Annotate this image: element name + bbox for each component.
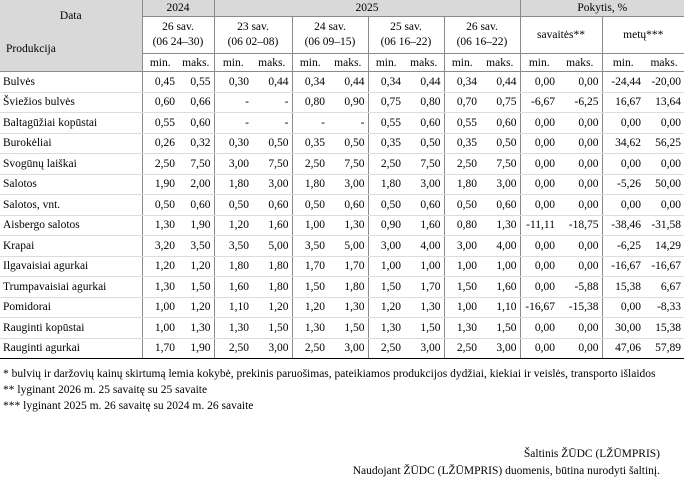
max-value: 1,30 [480,215,520,236]
max-value: 7,50 [404,154,444,175]
table-row [0,277,684,298]
table-row [0,195,684,216]
max-value: 0,00 [558,236,602,257]
min-value: 1,00 [444,256,480,277]
min-value: 1,30 [142,215,178,236]
max-value: -31,58 [644,215,684,236]
min-value: 1,20 [292,297,328,318]
period-header: 25 sav. (06 16–22) [368,17,444,54]
max-value: 5,00 [252,236,292,257]
max-value: 0,32 [178,133,214,154]
max-value: 3,00 [328,174,368,195]
max-value: 1,30 [178,318,214,339]
max-value: 0,44 [480,72,520,93]
product-name: Svogūnų laiškai [0,154,142,175]
table-body [0,72,684,359]
min-value: 0,00 [602,195,644,216]
max-value: 7,50 [328,154,368,175]
max-value: 1,50 [480,318,520,339]
max-value: 3,00 [328,338,368,359]
min-header: min. [520,54,558,72]
max-value: -16,67 [644,256,684,277]
max-value: -15,38 [558,297,602,318]
min-value: 1,60 [214,277,252,298]
product-name: Rauginti agurkai [0,338,142,359]
min-value: 2,50 [444,154,480,175]
max-value: 13,64 [644,92,684,113]
year-2025-header: 2025 [214,0,520,17]
min-value: 0,55 [368,113,404,134]
max-value: 0,00 [558,174,602,195]
product-name: Burokėliai [0,133,142,154]
data-label: Data [59,10,82,22]
max-value: 4,00 [480,236,520,257]
min-value: 0,00 [520,154,558,175]
min-value: 1,30 [368,318,404,339]
min-value: 0,00 [520,195,558,216]
min-value: 1,50 [292,277,328,298]
product-name: Rauginti kopūstai [0,318,142,339]
footnote: *** lyginant 2025 m. 26 savaitę su 2024 m. 26 savaite [3,400,254,412]
min-value: 1,20 [368,297,404,318]
max-value: 7,50 [178,154,214,175]
min-value: 1,00 [142,318,178,339]
max-header: maks. [252,54,292,72]
min-value: 1,10 [214,297,252,318]
min-value: 47,06 [602,338,644,359]
max-value: -8,33 [644,297,684,318]
max-value: 3,00 [404,174,444,195]
max-value: 0,60 [252,195,292,216]
max-value: 1,60 [252,215,292,236]
max-value: 0,50 [404,133,444,154]
min-header: min. [214,54,252,72]
min-value: 1,80 [292,174,328,195]
min-value: 0,00 [602,154,644,175]
footnote: ** lyginant 2026 m. 25 savaitę su 25 savaite [3,384,208,396]
max-value: 1,90 [178,338,214,359]
min-value: -6,25 [602,236,644,257]
max-value: 0,60 [328,195,368,216]
min-value: 0,35 [368,133,404,154]
max-value: - [252,113,292,134]
min-value: 0,34 [292,72,328,93]
period-header: 24 sav. (06 09–15) [292,17,368,54]
product-name: Aisbergo salotos [0,215,142,236]
product-name: Krapai [0,236,142,257]
min-header: min. [602,54,644,72]
min-value: 1,30 [214,318,252,339]
min-value: 0,55 [142,113,178,134]
product-name: Šviežios bulvės [0,92,142,113]
min-value: 0,00 [520,338,558,359]
table-row [0,92,684,113]
max-value: 1,50 [404,318,444,339]
min-value: -38,46 [602,215,644,236]
min-value: 0,80 [292,92,328,113]
footnote: * bulvių ir daržovių kainų skirtumą lemia kokybė, prekinis paruošimas, pateikiamos produkcijos dydžiai, kiekiai ir veislės, transporto išlaidos [3,368,656,380]
table-row [0,154,684,175]
min-value: 0,90 [368,215,404,236]
min-value: 3,00 [444,236,480,257]
min-value: 1,50 [368,277,404,298]
max-value: 1,50 [178,277,214,298]
min-value: -11,11 [520,215,558,236]
period-header: 23 sav. (06 02–08) [214,17,292,54]
max-value: 50,00 [644,174,684,195]
max-value: 0,90 [328,92,368,113]
max-value: 1,60 [480,277,520,298]
table-row [0,215,684,236]
max-value: 0,60 [480,113,520,134]
min-value: 0,00 [520,318,558,339]
min-value: 0,50 [142,195,178,216]
max-value: 1,70 [404,277,444,298]
min-value: 30,00 [602,318,644,339]
max-header: maks. [480,54,520,72]
min-value: 1,30 [444,318,480,339]
max-value: 1,20 [178,256,214,277]
year-2024-header: 2024 [142,0,214,17]
min-value: 0,00 [602,297,644,318]
max-value: 3,00 [252,338,292,359]
min-value: 0,00 [520,113,558,134]
max-value: -20,00 [644,72,684,93]
min-value: 0,30 [214,72,252,93]
product-name: Pomidorai [0,297,142,318]
min-header: min. [444,54,480,72]
max-header: maks. [404,54,444,72]
min-value: 0,34 [444,72,480,93]
max-value: - [328,113,368,134]
max-value: 1,20 [178,297,214,318]
min-value: 0,00 [520,72,558,93]
min-value: 15,38 [602,277,644,298]
max-value: 0,60 [404,113,444,134]
product-name: Trumpavaisiai agurkai [0,277,142,298]
max-value: 0,60 [404,195,444,216]
max-value: 0,50 [480,133,520,154]
product-name: Bulvės [0,72,142,93]
max-header: maks. [328,54,368,72]
product-name: Salotos, vnt. [0,195,142,216]
table-row [0,174,684,195]
min-value: 34,62 [602,133,644,154]
min-value: 1,20 [142,256,178,277]
max-value: 1,80 [328,277,368,298]
max-value: 3,00 [404,338,444,359]
min-value: 0,75 [368,92,404,113]
min-header: min. [142,54,178,72]
max-value: 0,55 [178,72,214,93]
max-value: 1,30 [328,215,368,236]
min-value: 3,50 [214,236,252,257]
min-value: 3,20 [142,236,178,257]
min-value: 1,30 [142,277,178,298]
min-value: 1,30 [292,318,328,339]
max-value: 0,00 [558,72,602,93]
max-value: -5,88 [558,277,602,298]
min-value: 2,50 [142,154,178,175]
min-value: 2,50 [444,338,480,359]
min-value: 1,70 [142,338,178,359]
min-value: 1,70 [292,256,328,277]
min-value: 3,00 [368,236,404,257]
min-value: 0,26 [142,133,178,154]
max-value: 3,00 [480,338,520,359]
max-value: 0,44 [404,72,444,93]
table-row [0,133,684,154]
min-value: - [292,113,328,134]
max-value: 3,50 [178,236,214,257]
max-value: 4,00 [404,236,444,257]
product-label: Produkcija [6,43,56,55]
max-value: 1,80 [252,277,292,298]
min-value: 0,80 [444,215,480,236]
min-value: 0,00 [520,174,558,195]
min-value: 1,00 [444,297,480,318]
header-corner [0,0,142,72]
table-row [0,236,684,257]
source-requirement: Naudojant ŽŪDC (LŽŪMPRIS) duomenis, būtina nurodyti šaltinį. [352,465,660,477]
min-value: -6,67 [520,92,558,113]
max-value: 0,50 [328,133,368,154]
min-value: - [214,92,252,113]
max-value: 2,00 [178,174,214,195]
min-value: 0,00 [520,256,558,277]
table-row [0,297,684,318]
max-value: 0,00 [558,256,602,277]
max-value: 0,50 [252,133,292,154]
period-header: 26 sav. (06 24–30) [142,17,214,54]
table-row [0,318,684,339]
max-value: 1,20 [252,297,292,318]
min-value: 2,50 [368,338,404,359]
min-value: 0,00 [602,113,644,134]
min-value: 2,50 [292,338,328,359]
product-name: Baltagūžiai kopūstai [0,113,142,134]
table-row [0,338,684,359]
min-value: 2,50 [368,154,404,175]
min-value: 0,50 [368,195,404,216]
max-header: maks. [558,54,602,72]
max-value: 0,75 [480,92,520,113]
min-value: 2,50 [214,338,252,359]
max-value: 0,00 [558,195,602,216]
min-value: 0,50 [292,195,328,216]
max-value: 1,10 [480,297,520,318]
max-value: 0,00 [644,195,684,216]
max-value: 0,66 [178,92,214,113]
max-header: maks. [644,54,684,72]
max-value: 57,89 [644,338,684,359]
max-value: 7,50 [480,154,520,175]
max-value: 6,67 [644,277,684,298]
max-value: 15,38 [644,318,684,339]
min-value: 0,45 [142,72,178,93]
max-value: 7,50 [252,154,292,175]
max-value: 0,00 [558,154,602,175]
min-value: 0,30 [214,133,252,154]
table-row [0,113,684,134]
max-value: 0,60 [178,113,214,134]
max-value: 1,50 [252,318,292,339]
min-value: 0,50 [214,195,252,216]
max-value: 0,60 [178,195,214,216]
min-value: 0,35 [444,133,480,154]
min-value: 0,55 [444,113,480,134]
max-value: 0,00 [644,154,684,175]
min-value: 0,34 [368,72,404,93]
min-value: 3,50 [292,236,328,257]
max-value: 1,00 [404,256,444,277]
min-value: 1,00 [368,256,404,277]
min-value: 0,00 [520,277,558,298]
product-name: Ilgavaisiai agurkai [0,256,142,277]
min-value: 1,50 [444,277,480,298]
change-header: Pokytis, % [520,0,684,17]
min-value: 0,00 [520,236,558,257]
max-value: 3,00 [252,174,292,195]
max-value: 0,44 [252,72,292,93]
min-value: -16,67 [602,256,644,277]
max-value: 0,60 [480,195,520,216]
min-value: 1,80 [214,256,252,277]
max-value: 0,00 [558,338,602,359]
max-value: -18,75 [558,215,602,236]
max-value: 0,00 [558,133,602,154]
max-value: -6,25 [558,92,602,113]
min-value: 2,50 [292,154,328,175]
product-name: Salotos [0,174,142,195]
max-value: 1,30 [328,297,368,318]
max-value: 1,30 [404,297,444,318]
min-value: -24,44 [602,72,644,93]
source-line: Šaltinis ŽŪDC (LŽŪMPRIS) [523,448,660,460]
min-value: 0,60 [142,92,178,113]
min-value: 1,20 [214,215,252,236]
max-value: 5,00 [328,236,368,257]
max-value: 3,00 [480,174,520,195]
max-value: 0,00 [558,318,602,339]
min-value: 1,00 [292,215,328,236]
min-value: -5,26 [602,174,644,195]
max-value: 14,29 [644,236,684,257]
min-value: 0,50 [444,195,480,216]
max-value: 1,70 [328,256,368,277]
min-value: 0,00 [520,133,558,154]
period-header: 26 sav. (06 16–22) [444,17,520,54]
min-header: min. [368,54,404,72]
min-value: 1,80 [214,174,252,195]
week-change-header: savaitės** [520,17,602,54]
footnotes [3,366,663,414]
min-value: 1,80 [444,174,480,195]
min-value: - [214,113,252,134]
max-value: 1,00 [480,256,520,277]
min-value: 1,80 [368,174,404,195]
min-value: 3,00 [214,154,252,175]
min-header: min. [292,54,328,72]
min-value: 16,67 [602,92,644,113]
min-value: -16,67 [520,297,558,318]
max-value: 0,00 [644,113,684,134]
max-value: 1,60 [404,215,444,236]
max-value: 56,25 [644,133,684,154]
max-value: - [252,92,292,113]
min-value: 1,00 [142,297,178,318]
min-value: 0,35 [292,133,328,154]
source-block [353,446,660,480]
max-value: 0,44 [328,72,368,93]
min-value: 0,70 [444,92,480,113]
table-row [0,256,684,277]
max-value: 1,90 [178,215,214,236]
min-value: 1,90 [142,174,178,195]
max-value: 1,80 [252,256,292,277]
max-header: maks. [178,54,214,72]
year-change-header: metų*** [602,17,684,54]
table-row [0,72,684,93]
max-value: 0,80 [404,92,444,113]
max-value: 1,50 [328,318,368,339]
max-value: 0,00 [558,113,602,134]
